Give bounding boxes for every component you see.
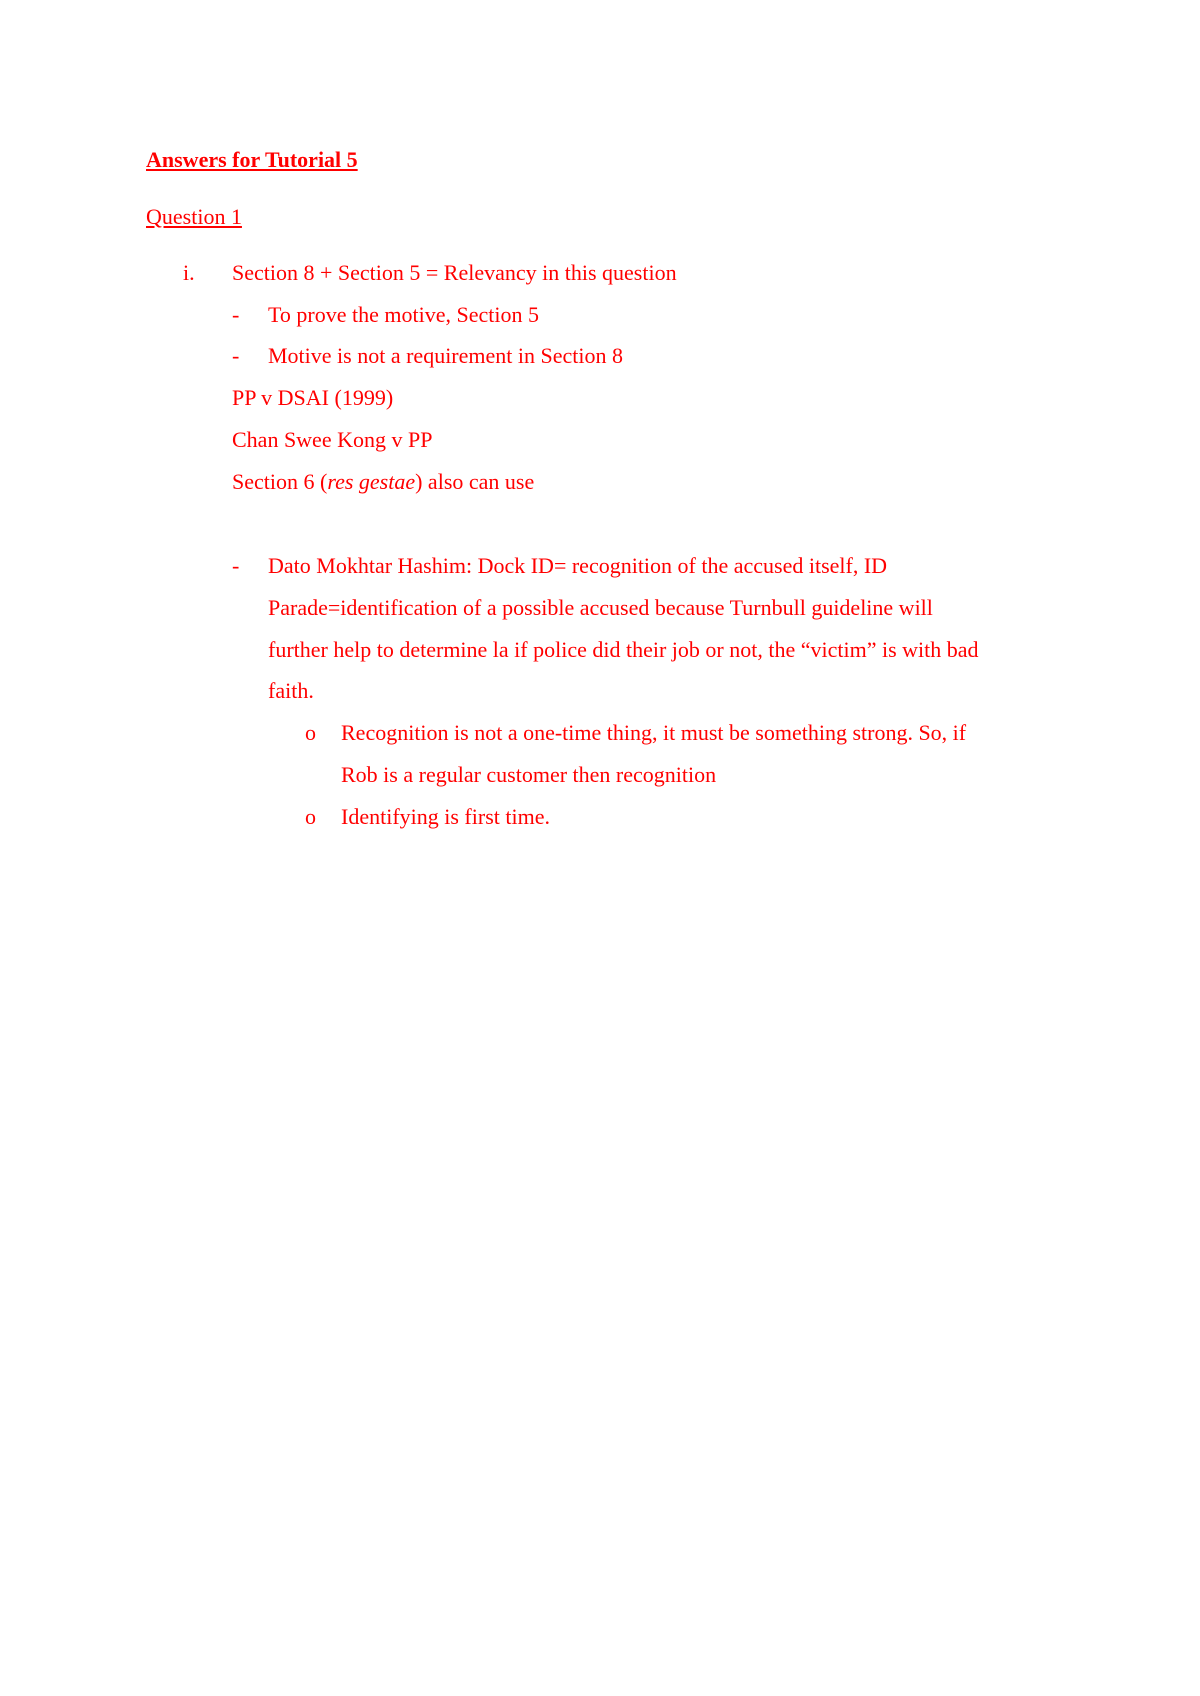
dato-line: Parade=identification of a possible accused because Turnbull guideline will <box>268 595 933 620</box>
dato-line: faith. <box>268 678 314 703</box>
section6-line <box>232 467 534 497</box>
circle-bullet-marker: o <box>305 720 316 745</box>
dash-marker: - <box>232 553 240 578</box>
dato-line: further help to determine la if police did their job or not, the “victim” is with bad <box>268 637 979 662</box>
document-title: Answers for Tutorial 5 <box>146 147 358 172</box>
case-citation: Chan Swee Kong v PP <box>232 427 433 452</box>
case-citation: PP v DSAI (1999) <box>232 385 394 410</box>
dash-marker: - <box>232 302 240 327</box>
dato-line: Dato Mokhtar Hashim: Dock ID= recognition of the accused itself, ID <box>268 553 888 578</box>
dash-marker: - <box>232 343 240 368</box>
circle-bullet-marker: o <box>305 804 316 829</box>
question-heading: Question 1 <box>146 204 242 229</box>
roman-numeral-marker: i. <box>183 260 195 285</box>
res-gestae-term: res gestae <box>327 469 416 494</box>
section6-prefix: Section 6 ( <box>232 469 328 494</box>
item-i-text: Section 8 + Section 5 = Relevancy in this question <box>232 260 677 285</box>
dash-item: Motive is not a requirement in Section 8 <box>268 343 623 368</box>
sub-item-line: Rob is a regular customer then recognition <box>341 762 717 787</box>
section6-suffix: ) also can use <box>415 469 535 494</box>
dash-item: To prove the motive, Section 5 <box>268 302 539 327</box>
sub-item-line: Recognition is not a one-time thing, it must be something strong. So, if <box>341 720 967 745</box>
sub-item-line: Identifying is first time. <box>341 804 550 829</box>
